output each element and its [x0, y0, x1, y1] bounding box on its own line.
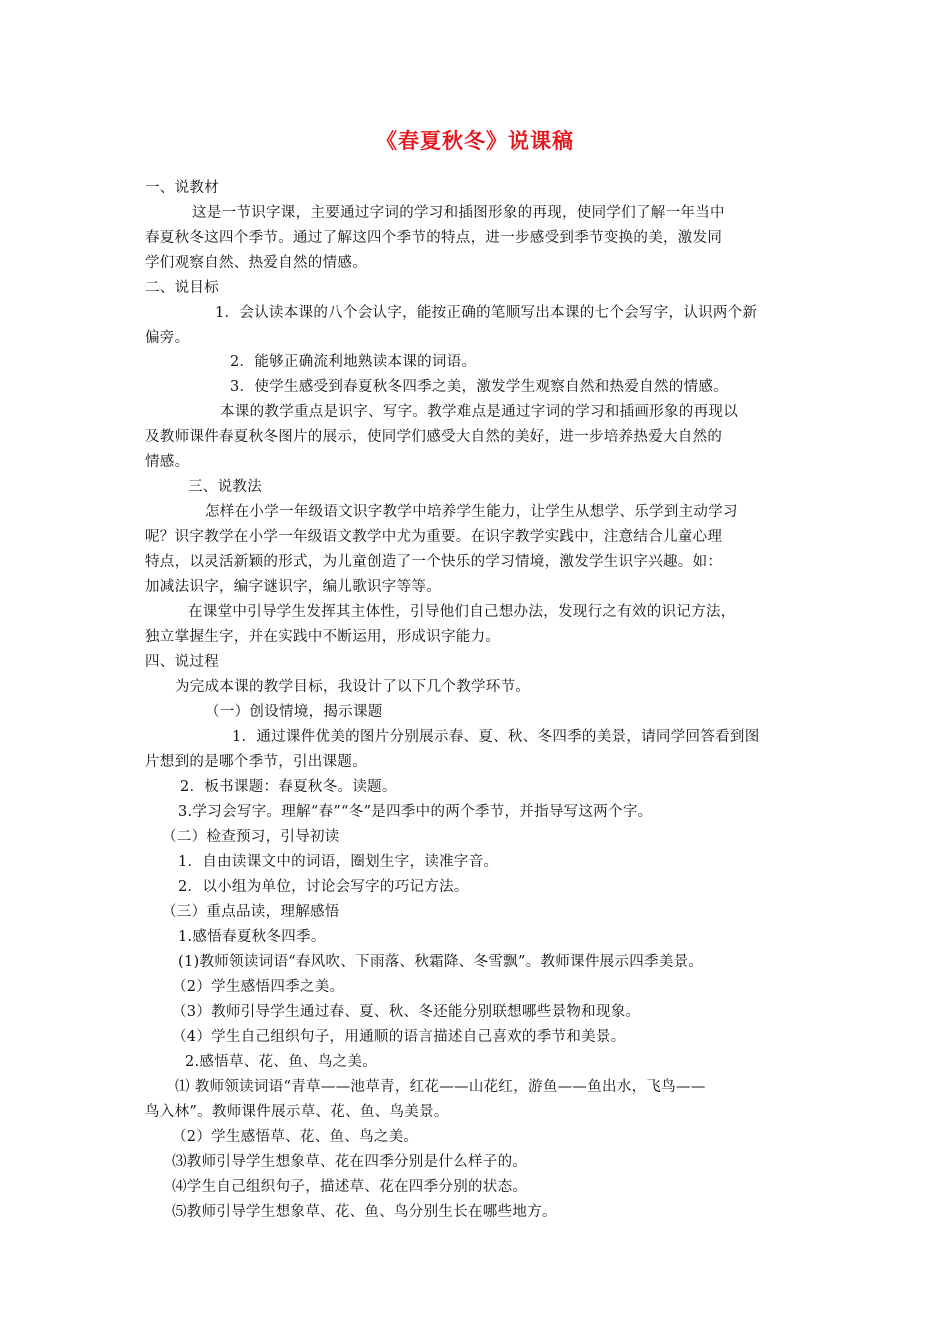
section-heading: 四、说过程: [145, 654, 219, 670]
paragraph-line: 2．以小组为单位，讨论会写字的巧记方法。: [178, 879, 469, 895]
paragraph-line: ⑷学生自己组织句子，描述草、花在四季分别的状态。: [172, 1179, 528, 1195]
paragraph-line: 独立掌握生字，并在实践中不断运用，形成识字能力。: [145, 629, 501, 645]
paragraph-line: 2．板书课题：春夏秋冬。读题。: [180, 779, 397, 795]
paragraph-line: 特点，以灵活新颖的形式，为儿童创造了一个快乐的学习情境，激发学生识字兴趣。如：: [145, 554, 723, 570]
paragraph-line: 片想到的是哪个季节，引出课题。: [145, 754, 367, 770]
paragraph-line: 春夏秋冬这四个季节。通过了解这四个季节的特点，进一步感受到季节变换的美，激发同: [145, 230, 723, 246]
paragraph-line: 1．通过课件优美的图片分别展示春、夏、秋、冬四季的美景，请同学回答看到图: [232, 729, 760, 745]
paragraph-line: 1．自由读课文中的词语，圈划生字，读准字音。: [178, 854, 499, 870]
paragraph-line: 1．会认读本课的八个会认字，能按正确的笔顺写出本课的七个会写字，认识两个新: [215, 305, 758, 321]
paragraph-line: 鸟入林”。教师课件展示草、花、鱼、鸟美景。: [145, 1104, 449, 1120]
paragraph-line: （3）教师引导学生通过春、夏、秋、冬还能分别联想哪些景物和现象。: [172, 1004, 641, 1020]
paragraph-line: ⑶教师引导学生想象草、花在四季分别是什么样子的。: [172, 1154, 528, 1170]
paragraph-line: 本课的教学重点是识字、写字。教学难点是通过字词的学习和插画形象的再现以: [220, 404, 738, 420]
paragraph-line: ⑴ 教师领读词语“青草——池草青，红花——山花红，游鱼——鱼出水，飞鸟——: [175, 1079, 706, 1095]
paragraph-line: （2）学生感悟草、花、鱼、鸟之美。: [172, 1129, 419, 1145]
paragraph-line: 学们观察自然、热爱自然的情感。: [145, 255, 367, 271]
paragraph-line: 1.感悟春夏秋冬四季。: [178, 929, 326, 945]
paragraph-line: 为完成本课的教学目标，我设计了以下几个教学环节。: [175, 679, 531, 695]
subsection-heading: （一）创设情境，揭示课题: [205, 704, 383, 720]
paragraph-line: 呢？识字教学在小学一年级语文教学中尤为重要。在识字教学实践中，注意结合儿童心理: [145, 529, 723, 545]
section-heading: 二、说目标: [145, 280, 219, 296]
section-heading: 三、说教法: [188, 479, 262, 495]
paragraph-line: 2.感悟草、花、鱼、鸟之美。: [185, 1054, 378, 1070]
paragraph-line: （2）学生感悟四季之美。: [172, 979, 345, 995]
paragraph-line: 及教师课件春夏秋冬图片的展示，使同学们感受大自然的美好，进一步培养热爱大自然的: [145, 429, 723, 445]
subsection-heading: （三）重点品读，理解感悟: [162, 904, 340, 920]
paragraph-line: 情感。: [145, 454, 190, 470]
paragraph-line: 偏旁。: [145, 330, 190, 346]
paragraph-line: ⑸教师引导学生想象草、花、鱼、鸟分别生长在哪些地方。: [172, 1204, 557, 1220]
document-title: 《春夏秋冬》说课稿: [376, 128, 574, 153]
paragraph-line: 加减法识字，编字谜识字，编儿歌识字等等。: [145, 579, 441, 595]
paragraph-line: (1)教师领读词语“春风吹、下雨落、秋霜降、冬雪飘”。教师课件展示四季美景。: [178, 954, 704, 970]
paragraph-line: 2．能够正确流利地熟读本课的词语。: [230, 354, 477, 370]
paragraph-line: 在课堂中引导学生发挥其主体性，引导他们自己想办法，发现行之有效的识记方法，: [188, 604, 736, 620]
subsection-heading: （二）检查预习，引导初读: [162, 829, 340, 845]
paragraph-line: 3.学习会写字。理解“春”“冬”是四季中的两个季节，并指导写这两个字。: [178, 804, 653, 820]
paragraph-line: 怎样在小学一年级语文识字教学中培养学生能力，让学生从想学、乐学到主动学习: [205, 504, 738, 520]
paragraph-line: 这是一节识字课，主要通过字词的学习和插图形象的再现，使同学们了解一年当中: [192, 205, 725, 221]
section-heading: 一、说教材: [145, 180, 219, 196]
paragraph-line: 3．使学生感受到春夏秋冬四季之美，激发学生观察自然和热爱自然的情感。: [230, 379, 728, 395]
paragraph-line: （4）学生自己组织句子，用通顺的语言描述自己喜欢的季节和美景。: [172, 1029, 626, 1045]
